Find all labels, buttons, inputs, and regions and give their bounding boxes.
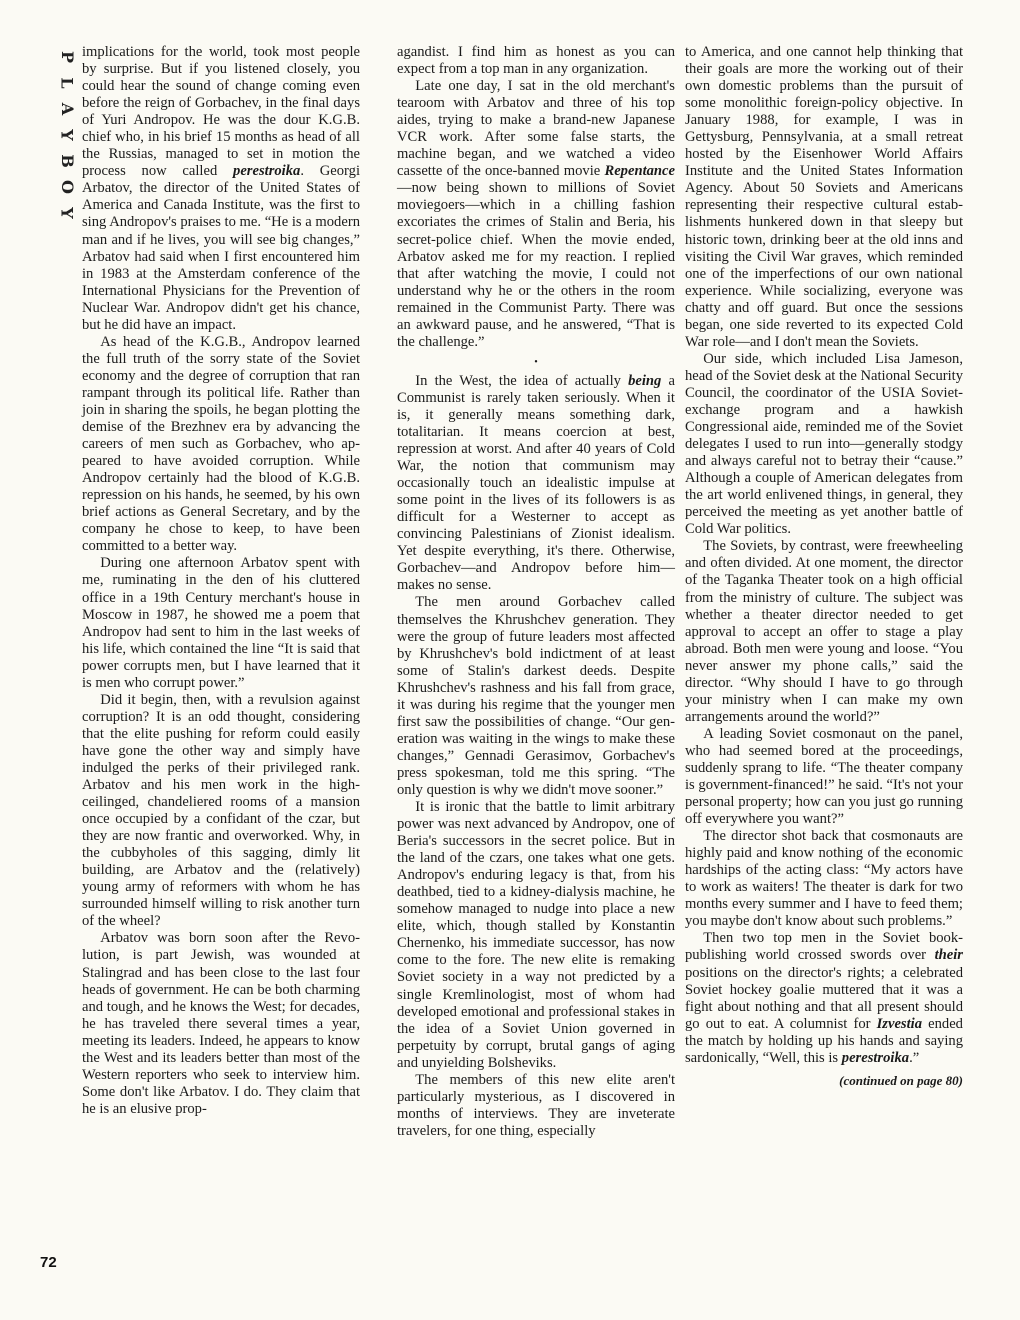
- paragraph: [397, 373, 675, 595]
- paragraph: [82, 44, 360, 334]
- paragraph: A leading Soviet cosmonaut on the panel, who had seemed bored at the proceedings, suddenly sprang to life. “The theater company is government-financed!” he said. “It's not your personal property; how can you just go running off everywhere you want?”: [685, 725, 963, 828]
- text-run: positions on the director's rights; a celebrated Soviet hockey goalie muttered that it was a fight about nothing and that all present should go out to eat. A columnist for: [685, 964, 963, 1032]
- italic-term: perestroika: [841, 1049, 910, 1066]
- text-run: . Georgi Arbatov, the director of the United States of America and Canada Institute, was the first to sing Andropov's praises to me. “He is a modern man and if he lives, you will see big changes,” Arbatov had said when I first encountered him in 1983 at the Amsterdam conference of the International Physicians for the Prevention of Nuclear War. Andropov didn't get his chance, but he did have an impact.: [82, 163, 360, 333]
- paragraph: agandist. I find him as honest as you can expect from a top man in any organization.: [397, 44, 675, 78]
- masthead-letter: P: [58, 50, 77, 64]
- text-run: ended the match by holding up his hands and saying sardonically, “Well, this is: [685, 1015, 963, 1066]
- paragraph: [685, 930, 963, 1066]
- italic-term: being: [628, 372, 662, 389]
- masthead-letter: B: [58, 154, 77, 168]
- text-run: implications for the world, took most people by surprise. But if you listened closely, you could hear the sound of change coming even before the reign of Gorbachev, in the final days of Yuri Andropov. He was the dour K.G.B. chief who, in his brief 15 months as head of all the Russias, managed to set in motion the process now called: [82, 44, 360, 180]
- paragraph: Arbatov was born soon after the Revolution, is part Jewish, was wounded at Stalingrad and has been close to the last four heads of government. He can be both charming and tough, and he knows the West; for decades, he has traveled there several times a year, meeting its leaders. Indeed, he appears to know the West and its leaders better than most of the Western reporters who seek to interview him. Some don't like Arbatov. I do. They claim that he is an elusive prop-: [82, 930, 360, 1117]
- masthead-letter: Y: [57, 207, 77, 219]
- italic-title: Repentance: [604, 163, 675, 180]
- paragraph: It is ironic that the battle to limit arbitrary power was next advanced by Andropov, one of Beria's successors in the secret police. But in the land of the czars, one takes what one gets. Andropov's enduring legacy is that, from his deathbed, tied to a kidney-dialysis machine, he somehow managed to nudge into place a new elite, which, though stalled by Konstantin Chernenko, his immediate successor, has now come to the fore. The new elite is remaking Soviet society in a way not predicted by a single Kremlinologist, most of whom had developed emotional and professional stakes in the idea of a Soviet Union governed in perpetuity by corrupt, brutal gangs of aging and unyielding Bolsheviks.: [397, 799, 675, 1071]
- paragraph: The Soviets, by contrast, were freewheeling and often divided. At one moment, the director of the Taganka Theater took on a high official from the ministry of culture. The subject was whether a theater director needed to get approval to accept an offer to stage a play abroad. Both men were young and loose. “You never answer my phone calls,” said the director. “Why should I have to go through your ministry when I can make my own arrangements around the world?”: [685, 538, 963, 725]
- text-run: .”: [909, 1049, 920, 1066]
- paragraph: As head of the K.G.B., Andropov learned the full truth of the sorry state of the Soviet economy and the degree of corruption that ran rampant through its political life. Rather than join in sharing the spoils, he began plotting the demise of the Brezhnev era by advancing the careers of men such as Gorbachev, who appeared to have avoided corruption. While Andropov certainly had the blood of K.G.B. repression on his hands, he seemed, by his own brief actions as General Secretary, and by the company he chose to keep, to have been committed to a better way.: [82, 333, 360, 555]
- masthead-letter: A: [57, 102, 77, 116]
- text-run: In the West, the idea of actually: [415, 372, 629, 389]
- text-run: a Communist is rarely taken seriously. When it is, it generally means something dark, totalitarian. It means coercion at best, repression at worst. And after 40 years of Cold War, the notion that communism may occasionally touch an idealistic impulse at some point in the lives of its followers is as difficult for a Westerner to accept as convincing Palestinians of Zionist idealism. Yet despite everything, it's there. Otherwise, Gorbachev—and Andropov before him—makes no sense.: [397, 372, 675, 594]
- article-column-2: [397, 44, 675, 1140]
- masthead-letter: L: [58, 77, 77, 89]
- paragraph: Did it begin, then, with a revulsion against corruption? It is an odd thought, considering that the elite pushing for reform could easily have gone the other way and simply have indulged the perks of their privileged rank. Arbatov and his men work in the high-ceilinged, chandeliered rooms of a mansion once occupied by a confidant of the czar, but they are now frantic and overworked. Why, in the cubbyholes of this sagging, dimly lit building, are Arbatov and the (relatively) young army of reformers with whom he has surrounded himself willing to risk another turn of the wheel?: [82, 691, 360, 930]
- continued-line: (continued on page 80): [839, 1072, 963, 1088]
- italic-title: Izvestia: [876, 1015, 923, 1032]
- masthead-letter: Y: [57, 129, 77, 141]
- text-run: —now being shown to millions of Soviet moviegoers—which in a chilling fashion excoriates the crimes of Stalin and Beria, his secret-police chief. When the movie ended, Arbatov asked me for my reaction. I replied that after watching the movie, I could not understand why he or the others in the room remained in the Communist Party. There was an awkward pause, and he answered, “That is the challenge.”: [397, 180, 675, 350]
- paragraph: Our side, which included Lisa Jameson, head of the Soviet desk at the National Security Council, the coordinator of the USIA Soviet-exchange program and a hawkish Congressional aide, reminded me of the Soviet delegates I used to run into—generally stodgy and always careful not to betray their “cause.” Although a couple of American delegates from the art world enlivened things, in general, they perceived the meeting as yet another battle of Cold War politics.: [685, 350, 964, 538]
- italic-term: their: [934, 947, 963, 964]
- text-run: Then two top men in the Soviet book-publishing world crossed swords over: [685, 930, 963, 964]
- masthead-logo: [58, 44, 76, 226]
- paragraph: to America, and one cannot help thinking that their goals are more the working out of their own domestic problems than the pursuit of some monolithic foreign-policy objective. In January 1988, for example, I was in Gettysburg, Pennsylvania, at a small retreat hosted by the Eisenhower World Affairs Institute and the United States Information Agency. About 50 Soviets and Americans representing their respective cultural establishments hunkered down in that sleepy but historic town, drinking beer at the old inns and visiting the Civil War graves, which reminded one of the imperfections of our own national experience. While socializing, everyone was chatty and off guard. But once the sessions began, one side reverted to its expected Cold War role—and I don't mean the Soviets.: [685, 44, 963, 350]
- paragraph: The director shot back that cosmonauts are highly paid and know nothing of the economic hardships of the acting class: “My actors have to work as waiters! The theater is dark for two months every summer and I have to feed them; you maybe don't know about such problems.”: [685, 828, 963, 930]
- paragraph: [397, 78, 675, 351]
- article-column-3: [685, 44, 963, 1089]
- masthead-letter: O: [58, 180, 77, 194]
- paragraph: The members of this new elite aren't particularly mysterious, as I discovered in months of interviews. They are inveterate travelers, for one thing, especially: [397, 1071, 675, 1139]
- paragraph: The men around Gorbachev called themselves the Khrushchev generation. They were the group of future leaders most affected by Khrushchev's bold indictment of at least some of Stalin's darkest deeds. Despite Khrushchev's rashness and his fall from grace, it was during his regime that the younger men first saw the possibilities of change. “Our generation was waiting in the wings to make these changes,” Gennadi Gerasimov, Gorbachev's press spokesman, told me this spring. “The only question is why we didn't move sooner.”: [397, 594, 675, 798]
- section-break-bullet: •: [534, 356, 538, 368]
- italic-term: perestroika: [233, 163, 301, 180]
- paragraph: During one afternoon Arbatov spent with me, ruminating in the den of his cluttered office in a 19th Century merchant's house in Moscow in 1987, he showed me a poem that Andropov had sent to him in the last weeks of his life, which contained the line “It is said that power corrupts men, but I have learned that it is men who corrupt power.”: [82, 555, 360, 691]
- page-number: 72: [40, 1254, 57, 1271]
- article-column-1: [82, 44, 360, 1118]
- text-run: Late one day, I sat in the old merchant's tearoom with Arbatov and three of his top aides, trying to make a brand-new Japanese VCR work. After some false starts, the machine began, and we watched a video cassette of the once-banned movie: [397, 78, 675, 180]
